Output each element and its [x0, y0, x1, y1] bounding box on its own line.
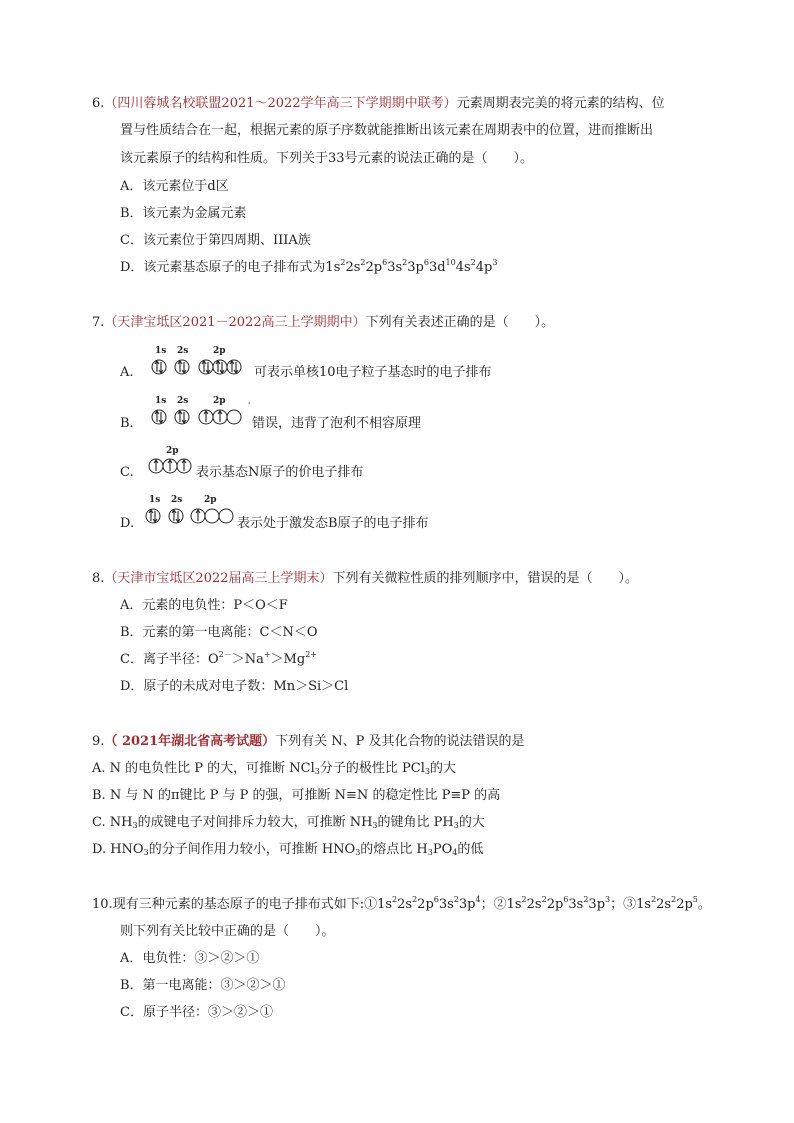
- q7-option-c-orbital-diagram: [146, 443, 202, 483]
- q9-a-part: 分子的极性比 PCl: [319, 761, 425, 776]
- q6-config-orbital: 2p: [365, 260, 383, 275]
- q9-a-part: A. N 的电负性比 P 的大，可推断 NCl: [92, 761, 315, 776]
- q6-number: 6.: [92, 96, 105, 111]
- q8-stem-text: 下列有关微粒性质的排列顺序中，错误的是（ ）。: [332, 571, 639, 586]
- q8-option-d: D．原子的未成对电子数：Mn＞Si＞Cl: [120, 679, 349, 694]
- q7-option-a-text: 可表示单核10电子粒子基态时的电子排布: [254, 365, 492, 380]
- q9-c-part: 的成键电子对间排斥力较大，可推断 NH: [137, 815, 373, 830]
- q9-stem-text: 下列有关 N、P 及其化合物的说法错误的是: [275, 734, 525, 749]
- q8-source-close: ）: [319, 571, 333, 586]
- q6-config-sup: 2: [470, 258, 476, 267]
- q9-a-sub: 3: [424, 767, 430, 776]
- q7-option-d-label: D.: [120, 516, 135, 531]
- q6-source-close: ）: [443, 96, 457, 111]
- q6-stem-line1: [92, 95, 665, 113]
- q6-stem-line3: 该元素原子的结构和性质。下列关于33号元素的说法正确的是（ ）。: [120, 151, 534, 166]
- orbital-label-1s: 1s: [155, 396, 167, 406]
- q6-config-orbital: 3d: [428, 260, 446, 275]
- q8-source-open: （: [104, 571, 118, 586]
- orbital-label-2p: 2p: [204, 495, 217, 505]
- q7-option-b-label: B.: [120, 416, 134, 431]
- q9-d-part: 的低: [457, 842, 484, 857]
- q7-source-open: （: [104, 315, 118, 330]
- q6-config-orbital: 3p: [407, 260, 424, 275]
- orbital-label-2s: 2s: [177, 396, 189, 406]
- orbital-label-2s: 2s: [177, 346, 189, 356]
- q8-option-c: [120, 651, 317, 669]
- q9-d-part: PO: [432, 842, 453, 857]
- orbital-label-1s: 1s: [149, 495, 161, 505]
- q6-config-orbital: 2s: [345, 260, 361, 275]
- q9-d-part: 的分子间作用力较小，可推断 HNO: [148, 842, 356, 857]
- q8-number: 8.: [92, 571, 105, 586]
- q9-option-c: [92, 814, 485, 832]
- q7-stem-text: 下列有关表述正确的是（ ）。: [365, 315, 555, 330]
- q10-stem-text1: 现有三种元素的基态原子的电子排布式如下:: [112, 897, 365, 912]
- q8-source: 天津市宝坻区2022届高三上学期末: [117, 571, 320, 586]
- q10-stem-line1: [92, 896, 711, 914]
- q6-option-c: C．该元素位于第四周期、IIIA族: [120, 233, 311, 248]
- q6-option-b: B．该元素为金属元素: [120, 206, 247, 221]
- q6-config-sup: 2: [360, 258, 366, 267]
- q8-stem: [92, 570, 638, 588]
- q7-option-b-orbital-diagram: [150, 394, 254, 434]
- q6-config-sup: 2: [340, 258, 346, 267]
- q6-option-a: A．该元素位于d区: [120, 179, 229, 194]
- q10-number: 10.: [92, 897, 113, 912]
- q9-source-close: ）: [262, 734, 276, 749]
- q10-stem-line2: 则下列有关比较中正确的是（ ）。: [120, 924, 335, 939]
- q7-option-a-orbital-diagram: [150, 344, 250, 384]
- q10-configs: $①1s^22s^22p^63s^23p^4$；$②1s^22s^22p^63s^23p^3$；$③1s^22s^22p^5$。: [364, 895, 711, 912]
- q6-option-d: [120, 259, 497, 277]
- q7-option-d-orbital-diagram: [144, 493, 236, 533]
- q6-config-orbital: 4s: [455, 260, 471, 275]
- q8-option-a: A．元素的电负性：P＜O＜F: [120, 598, 288, 613]
- q9-a-sub: 3: [314, 767, 320, 776]
- q9-d-sub: 4: [452, 848, 458, 857]
- q6-stem-line2: 置与性质结合在一起，根据元素的原子序数就能推断出该元素在周期表中的位置，进而推断出: [120, 123, 654, 138]
- q8-ion-charge: 2－: [218, 650, 232, 659]
- q6-config-sup: 6: [382, 258, 388, 267]
- q7-option-d-text: 表示处于激发态B原子的电子排布: [237, 516, 429, 531]
- q9-d-sub: 3: [427, 848, 433, 857]
- q7-source-close: ）: [352, 315, 366, 330]
- q9-source-open: （: [104, 734, 122, 749]
- svg-text:': ': [248, 401, 251, 410]
- q9-c-part: 的键角比 PH: [377, 815, 454, 830]
- orbital-label-1s: 1s: [155, 346, 167, 356]
- q9-c-sub: 3: [453, 821, 459, 830]
- q8-ion-charge: 2+: [305, 650, 317, 659]
- q8-ion-charge: +: [263, 650, 271, 659]
- q6-stem-text1: 元素周期表完美的将元素的结构、位: [456, 96, 665, 111]
- orbital-label-2p: 2p: [166, 446, 179, 456]
- orbital-label-2s: 2s: [171, 495, 183, 505]
- q6-config-orbital: 4p: [475, 260, 493, 275]
- q6-source: 四川蓉城名校联盟2021～2022学年高三下学期期中联考: [117, 96, 444, 111]
- q9-source: 2021年湖北省高考试题: [121, 734, 263, 749]
- q9-c-part: 的大: [458, 815, 485, 830]
- q10-option-a: A．电负性：③＞②＞①: [120, 951, 260, 966]
- q9-d-part: D. HNO: [92, 842, 144, 857]
- q6-config-sup: 3: [492, 258, 498, 267]
- q9-option-d: [92, 841, 483, 859]
- q6-option-d-prefix: D．该元素基态原子的电子排布式为1s: [120, 260, 341, 275]
- q6-config-sup: 10: [445, 258, 456, 267]
- q7-option-a-label: A.: [120, 365, 134, 380]
- orbital-label-2p: 2p: [213, 396, 226, 406]
- q8-option-c-mid: ＞Na: [231, 652, 264, 667]
- q9-stem: [92, 733, 525, 751]
- q10-option-c: C．原子半径：③＞②＞①: [120, 1005, 273, 1020]
- q7-option-c-label: C.: [120, 465, 134, 480]
- q9-a-part: 的大: [429, 761, 456, 776]
- q6-config-sup: 2: [402, 258, 408, 267]
- q6-source-open: （: [104, 96, 118, 111]
- q7-option-c-text: 表示基态N原子的价电子排布: [196, 465, 364, 480]
- q10-option-b: B．第一电离能：③＞②＞①: [120, 978, 286, 993]
- q7-stem: [92, 314, 554, 332]
- q8-option-c-prefix: C．离子半径：O: [120, 652, 219, 667]
- q7-source: 天津宝坻区2021－2022高三上学期期中: [117, 315, 353, 330]
- q9-option-a: [92, 760, 456, 778]
- q9-number: 9.: [92, 734, 105, 749]
- q9-c-sub: 3: [372, 821, 378, 830]
- q7-option-b-text: 错误，违背了泡利不相容原理: [252, 416, 422, 431]
- q9-d-sub: 3: [355, 848, 361, 857]
- q9-c-sub: 3: [132, 821, 138, 830]
- q8-option-b: B．元素的第一电离能：C＜N＜O: [120, 625, 318, 640]
- q9-d-sub: 3: [143, 848, 149, 857]
- q9-c-part: C. NH: [92, 815, 133, 830]
- q8-option-c-mid2: ＞Mg: [270, 652, 306, 667]
- q6-config-sup: 6: [423, 258, 429, 267]
- q9-option-b: B. N 与 N 的π键比 P 与 P 的强，可推断 N≡N 的稳定性比 P≡P 的高: [92, 788, 501, 803]
- q9-d-part: 的熔点比 H: [360, 842, 428, 857]
- orbital-label-2p: 2p: [213, 346, 226, 356]
- q7-number: 7.: [92, 315, 105, 330]
- q6-config-orbital: 3s: [387, 260, 403, 275]
